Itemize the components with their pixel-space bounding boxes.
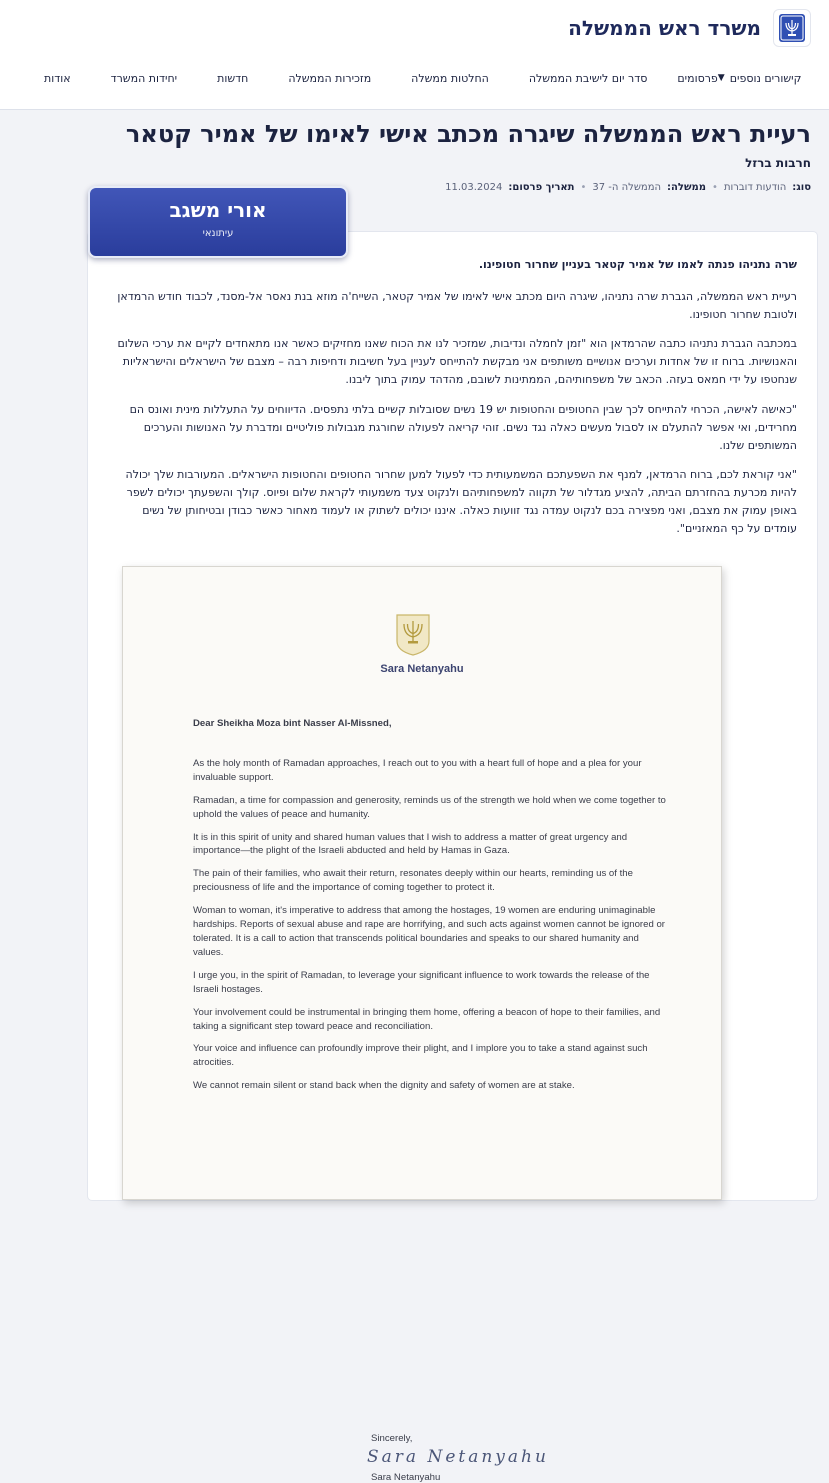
article-category[interactable]: חרבות ברזל (745, 156, 811, 171)
letter-salutation: Dear Sheikha Moza bint Nasser Al-Missned, (193, 718, 392, 729)
article-header (18, 118, 811, 193)
article-paragraph: "כאישה לאישה, הכרחי להתייחס לכך שבין החטופים והחטופות יש 19 נשים שסובלות קשיים בלתי נתפסים. הדיווחים על התעללות מינית ואונס הם מחרידים, ואי אפשר להתעלם או לסבול מעשים כאלה נגד נשים. זוהי קריאה לפעולה שחורגת מגבולות פוליטיים ומדברת על האנושות והערכים המשותפים שלנו. (129, 402, 797, 452)
letter-closing: Sincerely, (371, 1433, 413, 1444)
meta-gov-label: ממשלה: (667, 182, 707, 193)
journalist-name: אורי משגב (169, 198, 267, 222)
site-title: משרד ראש הממשלה (568, 16, 761, 40)
article-paragraph: במכתבה הגברת נתניהו כתבה שהרמדאן הוא "זמן לחמלה ונדיבות, שמזכיר לנו את הכוח שאנו מחזיקים כאשר אנו מתאחדים לקיים את ערכי השלום והאנושיות. ברוח זו של אחדות וערכים אנושיים משותפים אני מבקשת להתייחס לעניין בעל חשיבות ודחיפות רבה – מצבם של הישראלים והישראליות שנחטפו על ידי חמאס בעזה. הכאב של משפחותיהם, הממתינות לשובם, מהדהד עמוק בתוך ליבנו. (117, 337, 797, 387)
nav-item-units[interactable]: יחידות המשרד (110, 71, 178, 85)
letter-paragraph: Woman to woman, it's imperative to address that among the hostages, 19 women are enduring unimaginable hardships. Reports of sexual abuse and rape are horrifying, and such acts against women cannot be ignored or tolerated. It is a call to action that transcends political boundaries and speaks to our shared humanity and values. (193, 905, 665, 958)
letter-paragraph: Your voice and influence can profoundly improve their plight, and I implore you to take a stand against such atrocities. (193, 1043, 648, 1069)
letter-body (193, 717, 669, 1102)
nav-item-publications[interactable]: פרסומים (677, 71, 718, 85)
meta-type-value[interactable]: הודעות דוברות (723, 182, 787, 193)
journalist-role: עיתונאי (202, 228, 234, 239)
chevron-down-icon: ▼ (717, 73, 725, 83)
meta-type-label: סוג: (792, 182, 811, 193)
article-lead: שרה נתניהו פנתה לאמו של אמיר קטאר בעניין שחרור חטופינו. (478, 258, 797, 271)
letter-signer-name: Sara Netanyahu (371, 1472, 441, 1483)
letter-paragraph: As the holy month of Ramadan approaches, I reach out to you with a heart full of hope and a plea for your invaluable support. (193, 757, 642, 783)
nav-item-more-links[interactable] (718, 72, 802, 85)
letter-signature: Sara Netanyahu (367, 1447, 549, 1467)
letter-paragraph: Ramadan, a time for compassion and generosity, reminds us of the strength we hold when we come together to uphold the values of peace and humanity. (193, 794, 666, 820)
nav-item-more-links-label: קישורים נוספים (729, 71, 802, 85)
letter-paragraph: Your involvement could be instrumental in bringing them home, offering a beacon of hope to their families, and taking a significant step toward peace and reconciliation. (193, 1006, 661, 1032)
meta-separator: • (712, 182, 718, 193)
meta-date-value: 11.03.2024 (445, 182, 503, 193)
journalist-name-overlay (88, 186, 348, 258)
nav-item-agenda[interactable]: סדר יום לישיבת הממשלה (528, 71, 648, 85)
article-meta (445, 182, 811, 193)
letter-paragraph: We cannot remain silent or stand back when the dignity and safety of women are at stake. (193, 1080, 575, 1092)
letter-paragraph: It is in this spirit of unity and shared human values that I wish to address a matter of great urgency and importance—the plight of the Israeli abducted and held by Hamas in Gaza. (193, 831, 628, 857)
main-nav (0, 66, 819, 90)
nav-item-secretariat[interactable]: מזכירות הממשלה (288, 71, 372, 85)
article-paragraph: "אני קוראת לכם, ברוח הרמדאן, למנף את השפעתכם המשמעותית כדי לפעול למען שחרור החטופים והחטופות הישראלים. המעורבות שלך יכולה להיות מכרעת בהחזרתם הביתה, להציע מגדלור של תקווה למשפחותיהם ולנקוט צעד משמעותי לקראת שלום ופיוס. קולך והשפעתך יכולים לשפר באופן עמוק את מצבם, ואני מפצירה בכם לנקוט עמדה נגד זוועות כאלה. איננו יכולים לשתוק או לעמוד מאחור כאשר כבודן ובטיחותן של נשים עומדים על כף המאזניים". (125, 468, 797, 535)
letter-paragraph: I urge you, in the spirit of Ramadan, to leverage your significant influence to work towards the release of the Israeli hostages. (193, 969, 650, 995)
menorah-emblem-icon (393, 611, 433, 662)
meta-date-label: תאריך פרסום: (508, 182, 575, 193)
letter-org-name: Sara Netanyahu (380, 663, 464, 675)
letter-paragraph: The pain of their families, who await their return, resonates deeply within our hearts, reminding us of the preciousness of life and the importance of coming together to protect it. (193, 868, 633, 894)
site-brand[interactable] (568, 8, 811, 48)
page-title: רעיית ראש הממשלה שיגרה מכתב אישי לאימו של אמיר קטאר (125, 120, 811, 148)
article-body (108, 256, 797, 550)
article-paragraph: רעיית ראש הממשלה, הגברת שרה נתניהו, שיגרה היום מכתב אישי לאימו של אמיר קטאר, השייח'ה מוזא בנת נאסר אל-מסנד, לכבוד חודש הרמדאן ולטובת שחרור חטופינו. (117, 289, 797, 321)
nav-item-news[interactable]: חדשות (217, 71, 249, 85)
letter-image (122, 566, 722, 1483)
site-header (0, 0, 829, 110)
nav-item-about[interactable]: אודות (44, 71, 71, 85)
menorah-emblem-icon (773, 9, 811, 47)
meta-separator: • (580, 182, 587, 193)
nav-item-decisions[interactable]: החלטות ממשלה (411, 71, 489, 85)
meta-gov-value[interactable]: הממשלה ה- 37 (592, 182, 662, 193)
